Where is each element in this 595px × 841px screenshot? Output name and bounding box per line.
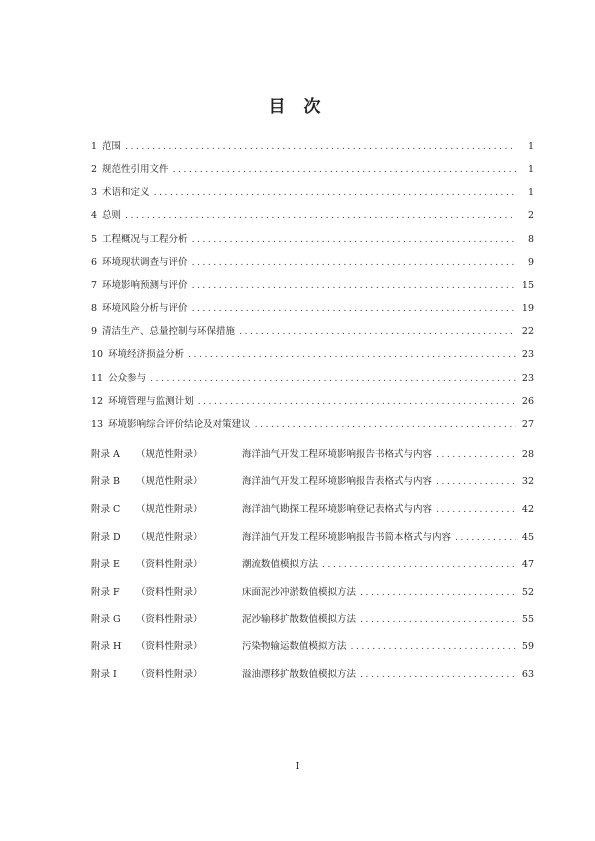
dot-leader [192, 302, 516, 316]
entry-page: 59 [521, 641, 534, 652]
entry-label: 海洋油气开发工程环境影响报告书格式与内容 [242, 449, 433, 460]
entry-number: 8 [91, 303, 98, 314]
appendix-type: （资料性附录） [136, 641, 203, 652]
dot-leader [239, 325, 516, 339]
toc-entry[interactable] [91, 302, 534, 316]
entry-page: 27 [521, 419, 534, 430]
appendix-entry[interactable] [91, 531, 534, 545]
entry-label: 总则 [102, 210, 122, 221]
toc-entry[interactable] [91, 209, 534, 223]
appendix-entry[interactable] [91, 448, 534, 462]
page-number: I [295, 762, 300, 772]
entry-page: 8 [527, 234, 534, 245]
appendix-prefix: 附录 G [91, 614, 121, 625]
entry-label: 海洋油气开发工程环境影响报告书简本格式与内容 [242, 532, 452, 543]
dot-leader [125, 140, 516, 154]
entry-label: 术语和定义 [102, 187, 150, 198]
entry-page: 22 [521, 326, 534, 337]
entry-label: 环境现状调查与评价 [102, 257, 188, 268]
dot-leader [255, 418, 516, 432]
dot-leader [125, 209, 516, 223]
dot-leader [351, 640, 516, 654]
entry-number: 10 [91, 349, 104, 360]
appendix-type: （规范性附录） [136, 532, 203, 543]
dot-leader [192, 279, 516, 293]
toc-entry[interactable] [91, 140, 534, 154]
entry-label: 环境影响综合评价结论及对策建议 [108, 419, 251, 430]
dot-leader [188, 348, 516, 362]
entry-page: 45 [521, 532, 534, 543]
toc-entry[interactable] [91, 372, 534, 386]
dot-leader [322, 558, 516, 572]
appendix-prefix: 附录 B [91, 476, 121, 487]
appendix-type: （资料性附录） [136, 587, 203, 598]
entry-number: 5 [91, 234, 98, 245]
toc-entry[interactable] [91, 418, 534, 432]
entry-page: 47 [521, 559, 534, 570]
appendix-type: （规范性附录） [136, 476, 203, 487]
entry-number: 13 [91, 419, 104, 430]
entry-page: 32 [521, 476, 534, 487]
entry-label: 工程概况与工程分析 [102, 234, 188, 245]
entry-label: 环境管理与监测计划 [108, 396, 194, 407]
dot-leader [173, 163, 516, 177]
dot-leader [150, 372, 516, 386]
entry-page: 63 [521, 669, 534, 680]
toc-entry[interactable] [91, 186, 534, 200]
entry-number: 7 [91, 280, 98, 291]
dot-leader [154, 186, 516, 200]
entry-page: 1 [527, 141, 534, 152]
entry-page: 2 [527, 210, 534, 221]
entry-number: 4 [91, 210, 98, 221]
dot-leader [192, 233, 516, 247]
entry-number: 9 [91, 326, 98, 337]
appendix-prefix: 附录 E [91, 559, 120, 570]
entry-page: 55 [521, 614, 534, 625]
entry-label: 床面泥沙冲淤数值模拟方法 [242, 587, 357, 598]
entry-label: 泥沙输移扩散数值模拟方法 [242, 614, 357, 625]
appendix-prefix: 附录 I [91, 669, 117, 680]
appendix-type: （资料性附录） [136, 669, 203, 680]
dot-leader [455, 531, 516, 545]
entry-page: 1 [527, 164, 534, 175]
dot-leader [192, 256, 516, 270]
dot-leader [436, 475, 516, 489]
appendix-type: （资料性附录） [136, 559, 203, 570]
entry-number: 3 [91, 187, 98, 198]
dot-leader [360, 586, 516, 600]
toc-entry[interactable] [91, 233, 534, 247]
appendix-entry[interactable] [91, 586, 534, 600]
entry-label: 海洋油气开发工程环境影响报告表格式与内容 [242, 476, 433, 487]
appendix-entry[interactable] [91, 668, 534, 682]
entry-number: 6 [91, 257, 98, 268]
entry-number: 11 [91, 373, 104, 384]
toc-title: 目 次 [268, 97, 327, 117]
appendix-type: （规范性附录） [136, 449, 203, 460]
entry-page: 19 [521, 303, 534, 314]
appendix-entry[interactable] [91, 613, 534, 627]
entry-label: 溢油漂移扩散数值模拟方法 [242, 669, 357, 680]
entry-label: 规范性引用文件 [102, 164, 169, 175]
appendix-entry[interactable] [91, 558, 534, 572]
appendix-type: （资料性附录） [136, 614, 203, 625]
toc-entry[interactable] [91, 395, 534, 409]
appendix-entry[interactable] [91, 475, 534, 489]
appendix-prefix: 附录 F [91, 587, 120, 598]
toc-entry[interactable] [91, 163, 534, 177]
appendix-prefix: 附录 D [91, 532, 121, 543]
entry-label: 范围 [102, 141, 122, 152]
dot-leader [436, 503, 516, 517]
appendix-type: （规范性附录） [136, 504, 203, 515]
toc-entry[interactable] [91, 256, 534, 270]
entry-number: 12 [91, 396, 104, 407]
toc-entry[interactable] [91, 279, 534, 293]
entry-number: 1 [91, 141, 98, 152]
entry-page: 23 [521, 373, 534, 384]
dot-leader [360, 613, 516, 627]
entry-page: 9 [527, 257, 534, 268]
appendix-entry[interactable] [91, 503, 534, 517]
entry-page: 28 [521, 449, 534, 460]
appendix-prefix: 附录 C [91, 504, 121, 515]
entry-page: 26 [521, 396, 534, 407]
dot-leader [360, 668, 516, 682]
entry-label: 环境经济损益分析 [108, 349, 185, 360]
appendix-prefix: 附录 H [91, 641, 122, 652]
entry-page: 23 [521, 349, 534, 360]
entry-label: 公众参与 [108, 373, 147, 384]
entry-page: 15 [521, 280, 534, 291]
dot-leader [436, 448, 516, 462]
entry-label: 环境影响预测与评价 [102, 280, 188, 291]
entry-label: 环境风险分析与评价 [102, 303, 188, 314]
entry-label: 污染物输运数值模拟方法 [242, 641, 347, 652]
entry-label: 潮流数值模拟方法 [242, 559, 319, 570]
dot-leader [198, 395, 516, 409]
entry-number: 2 [91, 164, 98, 175]
entry-label: 清洁生产、总量控制与环保措施 [102, 326, 236, 337]
toc-entry[interactable] [91, 325, 534, 339]
entry-label: 海洋油气勘探工程环境影响登记表格式与内容 [242, 504, 433, 515]
appendix-prefix: 附录 A [91, 449, 120, 460]
entry-page: 1 [527, 187, 534, 198]
entry-page: 52 [521, 587, 534, 598]
appendix-entry[interactable] [91, 640, 534, 654]
toc-entry[interactable] [91, 348, 534, 362]
entry-page: 42 [521, 504, 534, 515]
